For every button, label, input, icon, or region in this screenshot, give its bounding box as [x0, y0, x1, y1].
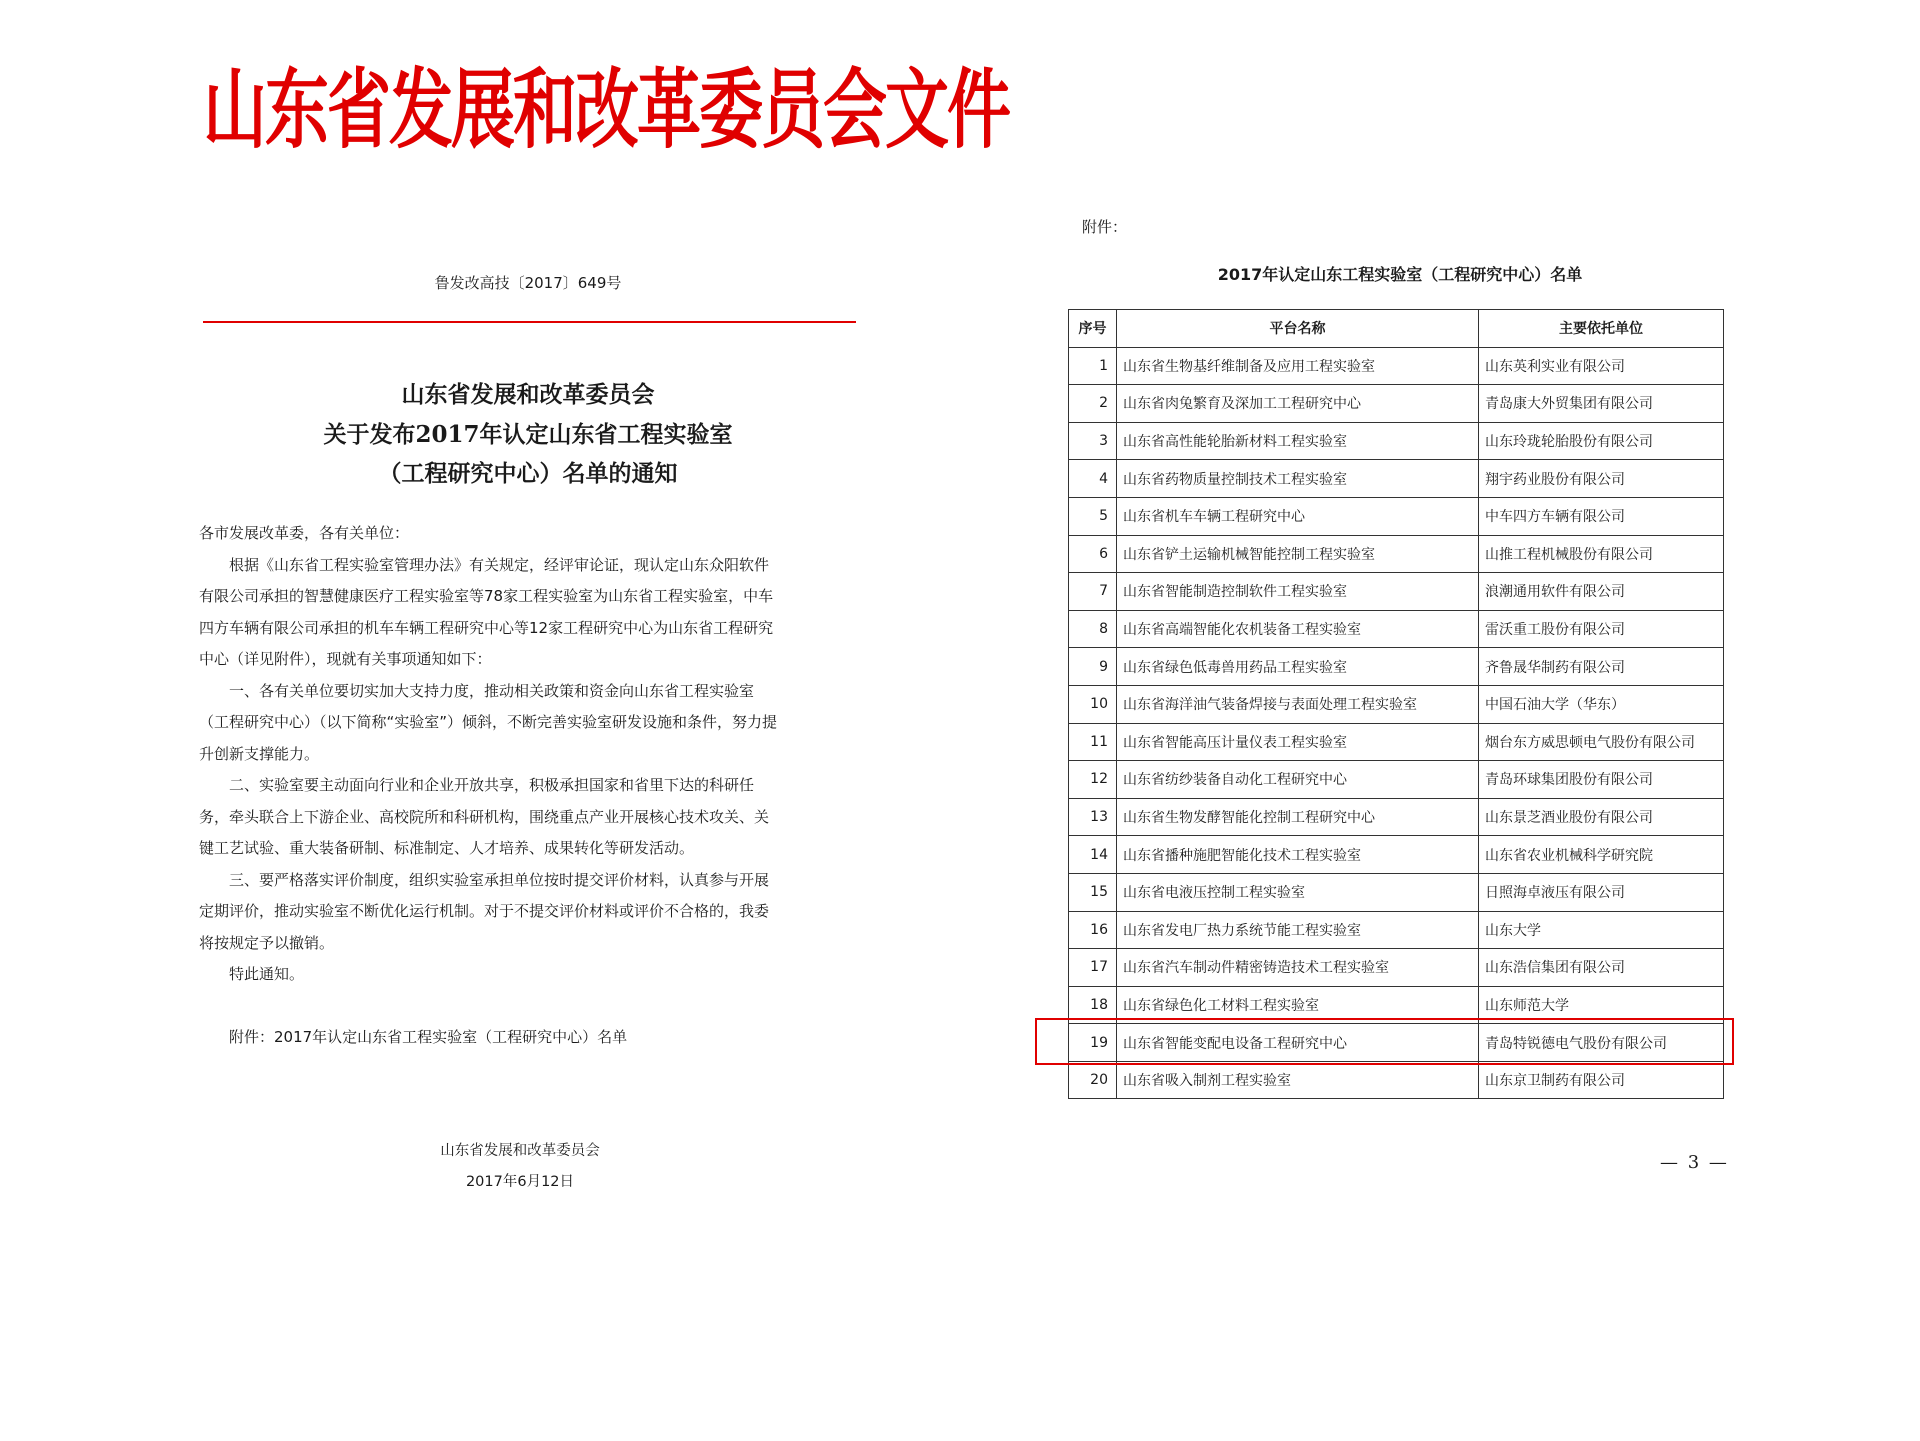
- table-row: [1069, 535, 1724, 573]
- row-number: 20: [1069, 1061, 1117, 1099]
- closing: 特此通知。: [229, 965, 305, 983]
- host-unit: 日照海卓液压有限公司: [1479, 873, 1724, 911]
- platform-name: 山东省铲土运输机械智能控制工程实验室: [1117, 535, 1479, 573]
- row-number: 9: [1069, 648, 1117, 686]
- paragraph: 根据《山东省工程实验室管理办法》有关规定，经评审论证，现认定山东众阳软件有限公司承担的智慧健康医疗工程实验室等78家工程实验室为山东省工程实验室，中车四方车辆有限公司承担的机车车辆工程研究中心等12家工程研究中心为山东省工程研究中心（详见附件），现就有关事项通知如下：: [199, 555, 774, 668]
- platform-name: 山东省高性能轮胎新材料工程实验室: [1117, 422, 1479, 460]
- masthead: 山东省发展和改革委员会文件: [203, 59, 1009, 161]
- annex-label: 附件：: [1082, 218, 1128, 236]
- signature-org: 山东省发展和改革委员会: [440, 1143, 600, 1159]
- table-header-row: [1069, 310, 1724, 348]
- row-number: 17: [1069, 949, 1117, 987]
- table-row: [1069, 422, 1724, 460]
- host-unit: 山东师范大学: [1479, 986, 1724, 1024]
- row-number: 13: [1069, 798, 1117, 836]
- table-row: [1069, 648, 1724, 686]
- table-row: [1069, 1061, 1724, 1099]
- host-unit: 翔宇药业股份有限公司: [1479, 460, 1724, 498]
- row-number: 6: [1069, 535, 1117, 573]
- header-unit: 主要依托单位: [1479, 310, 1724, 348]
- table-row: [1069, 610, 1724, 648]
- table-row: [1069, 347, 1724, 385]
- table-row: [1069, 385, 1724, 423]
- host-unit: 山推工程机械股份有限公司: [1479, 535, 1724, 573]
- platform-name: 山东省生物基纤维制备及应用工程实验室: [1117, 347, 1479, 385]
- document-number: 鲁发改高技〔2017〕649号: [434, 274, 622, 292]
- row-number: 11: [1069, 723, 1117, 761]
- notice-title-line-1: 山东省发展和改革委员会: [401, 381, 655, 408]
- header-no: 序号: [1069, 310, 1117, 348]
- table-row: [1069, 873, 1724, 911]
- row-number: 19: [1069, 1024, 1117, 1062]
- platform-name: 山东省智能变配电设备工程研究中心: [1117, 1024, 1479, 1062]
- paragraph: 一、各有关单位要切实加大支持力度，推动相关政策和资金向山东省工程实验室（工程研究中心）（以下简称“实验室”）倾斜，不断完善实验室研发设施和条件，努力提升创新支撑能力。: [199, 681, 778, 763]
- row-number: 7: [1069, 573, 1117, 611]
- paragraph: 二、实验室要主动面向行业和企业开放共享，积极承担国家和省里下达的科研任务，牵头联合上下游企业、高校院所和科研机构，围绕重点产业开展核心技术攻关、关键工艺试验、重大装备研制、标准制定、人才培养、成果转化等研发活动。: [199, 776, 770, 857]
- host-unit: 山东景芝酒业股份有限公司: [1479, 798, 1724, 836]
- host-unit: 山东英利实业有限公司: [1479, 347, 1724, 385]
- host-unit: 雷沃重工股份有限公司: [1479, 610, 1724, 648]
- platform-name: 山东省肉兔繁育及深加工工程研究中心: [1117, 385, 1479, 423]
- host-unit: 山东京卫制药有限公司: [1479, 1061, 1724, 1099]
- platform-name: 山东省海洋油气装备焊接与表面处理工程实验室: [1117, 685, 1479, 723]
- platform-name: 山东省吸入制剂工程实验室: [1117, 1061, 1479, 1099]
- platform-name: 山东省纺纱装备自动化工程研究中心: [1117, 761, 1479, 799]
- host-unit: 山东大学: [1479, 911, 1724, 949]
- header-name: 平台名称: [1117, 310, 1479, 348]
- host-unit: 中车四方车辆有限公司: [1479, 497, 1724, 535]
- row-number: 8: [1069, 610, 1117, 648]
- row-number: 18: [1069, 986, 1117, 1024]
- table-row: [1069, 497, 1724, 535]
- red-divider: [203, 321, 856, 323]
- platform-name: 山东省绿色低毒兽用药品工程实验室: [1117, 648, 1479, 686]
- platform-name: 山东省智能制造控制软件工程实验室: [1117, 573, 1479, 611]
- platform-name: 山东省汽车制动件精密铸造技术工程实验室: [1117, 949, 1479, 987]
- salutation: 各市发展改革委，各有关单位：: [199, 524, 410, 542]
- row-number: 14: [1069, 836, 1117, 874]
- annex-title: 2017年认定山东工程实验室（工程研究中心）名单: [1217, 265, 1583, 284]
- platform-name: 山东省生物发酵智能化控制工程研究中心: [1117, 798, 1479, 836]
- host-unit: 烟台东方威思顿电气股份有限公司: [1479, 723, 1724, 761]
- row-number: 3: [1069, 422, 1117, 460]
- table-row: [1069, 911, 1724, 949]
- table-row: [1069, 685, 1724, 723]
- platform-name: 山东省药物质量控制技术工程实验室: [1117, 460, 1479, 498]
- platform-name: 山东省机车车辆工程研究中心: [1117, 497, 1479, 535]
- row-number: 10: [1069, 685, 1117, 723]
- host-unit: 山东省农业机械科学研究院: [1479, 836, 1724, 874]
- host-unit: 青岛环球集团股份有限公司: [1479, 761, 1724, 799]
- table-row: [1069, 949, 1724, 987]
- page-number: — 3 —: [1660, 1152, 1729, 1173]
- platform-name: 山东省电液压控制工程实验室: [1117, 873, 1479, 911]
- signature-date: 2017年6月12日: [465, 1174, 575, 1190]
- host-unit: 山东玲珑轮胎股份有限公司: [1479, 422, 1724, 460]
- row-number: 16: [1069, 911, 1117, 949]
- row-number: 1: [1069, 347, 1117, 385]
- notice-body: [199, 518, 781, 1053]
- row-number: 2: [1069, 385, 1117, 423]
- table-row: [1069, 836, 1724, 874]
- table-row: [1069, 460, 1724, 498]
- host-unit: 青岛特锐德电气股份有限公司: [1479, 1024, 1724, 1062]
- platform-name: 山东省播种施肥智能化技术工程实验室: [1117, 836, 1479, 874]
- host-unit: 齐鲁晟华制药有限公司: [1479, 648, 1724, 686]
- platform-name: 山东省发电厂热力系统节能工程实验室: [1117, 911, 1479, 949]
- host-unit: 浪潮通用软件有限公司: [1479, 573, 1724, 611]
- highlight-box: [1035, 1018, 1734, 1065]
- attachment-note: 附件：2017年认定山东省工程实验室（工程研究中心）名单: [229, 1027, 628, 1046]
- table-row: [1069, 723, 1724, 761]
- row-number: 12: [1069, 761, 1117, 799]
- host-unit: 中国石油大学（华东）: [1479, 685, 1724, 723]
- platform-name: 山东省高端智能化农机装备工程实验室: [1117, 610, 1479, 648]
- platform-name: 山东省绿色化工材料工程实验室: [1117, 986, 1479, 1024]
- table-row: [1069, 573, 1724, 611]
- paragraph: 三、要严格落实评价制度，组织实验室承担单位按时提交评价材料，认真参与开展定期评价，推动实验室不断优化运行机制。对于不提交评价材料或评价不合格的，我委将按规定予以撤销。: [199, 870, 770, 952]
- notice-title-line-2: 关于发布2017年认定山东省工程实验室: [323, 421, 733, 448]
- row-number: 15: [1069, 873, 1117, 911]
- platform-name: 山东省智能高压计量仪表工程实验室: [1117, 723, 1479, 761]
- host-unit: 山东浩信集团有限公司: [1479, 949, 1724, 987]
- table-row: [1069, 798, 1724, 836]
- row-number: 5: [1069, 497, 1117, 535]
- table-row: [1069, 761, 1724, 799]
- host-unit: 青岛康大外贸集团有限公司: [1479, 385, 1724, 423]
- notice-title-line-3: （工程研究中心）名单的通知: [378, 460, 678, 487]
- row-number: 4: [1069, 460, 1117, 498]
- platform-table: [1068, 309, 1724, 1099]
